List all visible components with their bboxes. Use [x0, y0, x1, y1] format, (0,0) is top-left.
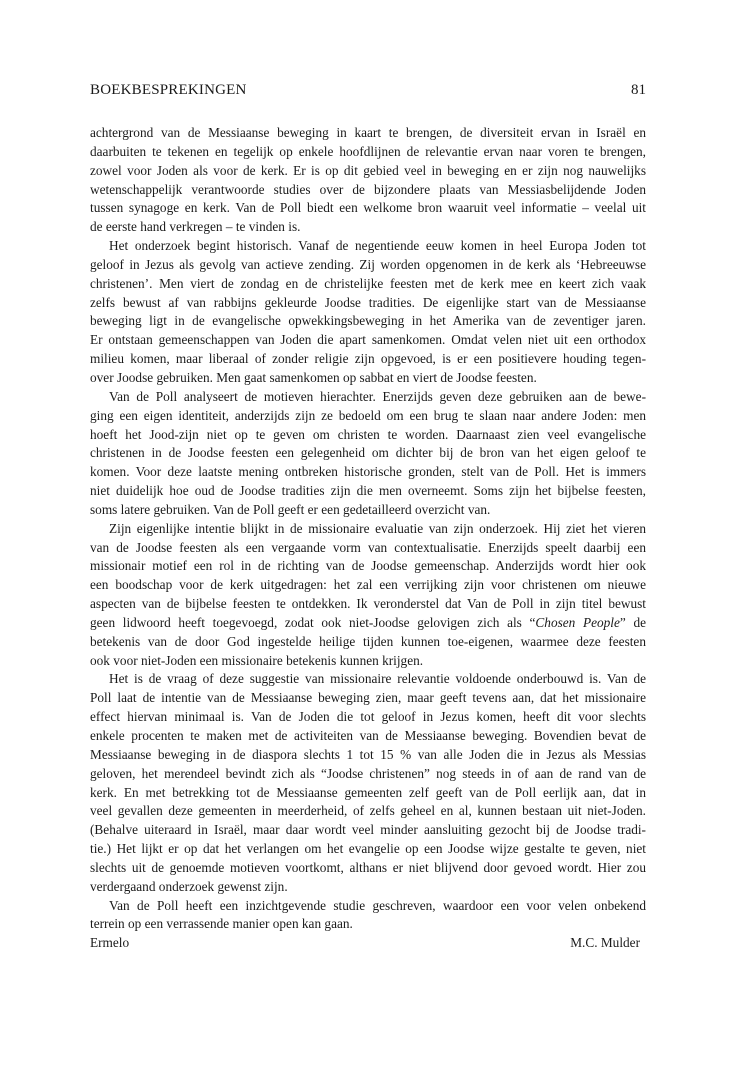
paragraph	[90, 520, 646, 671]
page-number: 81	[631, 82, 646, 98]
text-line: verdergaand onderzoek gewenst zijn.	[90, 878, 288, 894]
text-line: Poll laat de intentie van de Messiaanse beweging zien, maar geeft tevens aan, dat het missionaire	[90, 690, 646, 706]
text-line: niet duidelijk hoe oud de Joodse tradities zijn die men overneemt. Soms zijn het bijbelse feesten,	[90, 483, 646, 499]
text-run: ” de	[619, 614, 646, 630]
text-line: betekenis van de door God ingestelde heilige tijden kunnen toe-eigenen, waarmee deze feesten	[90, 633, 646, 649]
text-line: christenen’. Men viert de zondag en de christelijke feesten met de kerk mee en keert zich vaak	[90, 275, 646, 291]
text-line: over Joodse gebruiken. Men gaat samenkomen op sabbat en viert de Joodse feesten.	[90, 369, 537, 385]
text-line: Het is de vraag of deze suggestie van missionaire relevantie voldoende onderbouwd is. Van de	[109, 671, 646, 687]
text-line: ook voor niet-Joden een missionaire betekenis kunnen krijgen.	[90, 652, 424, 668]
text-line: kerk. En met betrekking tot de Messiaanse gemeenten zelf geeft van de Poll eerlijk aan, dat in	[90, 784, 646, 800]
italic-title: Chosen People	[535, 614, 620, 630]
text-line: missionair motief een rol in de richting van de Joodse gemeenschap. Anderzijds wordt hier ook	[90, 558, 646, 574]
text-line: geloven, het merendeel bevindt zich als “Joodse christenen” nog steeds in of aan de rand van de	[90, 765, 646, 781]
text-line: komen. Voor deze laatste mening ontbreken historische gronden, stelt van de Poll. Het is immers	[90, 464, 646, 480]
text-line: soms latere gebruiken. Van de Poll geeft er een gedetailleerd overzicht van.	[90, 501, 491, 517]
text-line: Van de Poll analyseert de motieven hierachter. Enerzijds geven deze gebruiken aan de bewe-	[109, 388, 646, 404]
text-line: aspecten van de bijbelse feesten te ontdekken. Ik veronderstel dat Van de Poll in zijn titel bewust	[90, 596, 646, 612]
text-line: effect hiervan minimaal is. Van de Joden die tot geloof in Jezus komen, heeft dit voor slechts	[90, 709, 646, 725]
text-line-with-italic	[90, 614, 646, 633]
signature-author: M.C. Mulder	[570, 935, 640, 951]
text-line: tussen synagoge en kerk. Van de Poll biedt een welkome bron waaruit veel informatie – veelal uit	[90, 200, 646, 216]
running-header	[90, 80, 646, 100]
text-line: zelfs bewust af van rabbijns gekleurde Joodse tradities. De eigenlijke start van de Messiaanse	[90, 294, 646, 310]
text-line: (Behalve uiteraard in Israël, maar daar wordt veel minder aansluiting gezocht bij de Joodse tradi-	[90, 822, 646, 838]
text-line: beweging ligt in de evangelische opwekkingsbeweging in het Amerika van de zeventiger jaren.	[90, 313, 646, 329]
text-line: tie.) Het lijkt er op dat het verlangen om het evangelie op een Joodse wijze gestalte te geven, niet	[90, 841, 646, 857]
paragraph	[90, 124, 646, 237]
text-line: christenen in de Joodse feesten een gelegenheid om dichter bij de bron van het eigen geloof te	[90, 445, 646, 461]
text-line: veel gevallen deze gemeenten in meerderheid, of zelfs geheel en al, kunnen bestaan uit niet-Joden.	[90, 803, 646, 819]
text-line: de eerste hand verkregen – te vinden is.	[90, 219, 301, 235]
paragraph	[90, 897, 646, 935]
text-line: een boodschap voor de kerk uitgedragen: het zal een verrijking zijn voor christenen om nieuwe	[90, 577, 646, 593]
paragraph	[90, 388, 646, 520]
text-line: slechts uit de genoemde motieven voortkomt, althans er niet blijvend door gevoed wordt. Hier zou	[90, 859, 646, 875]
text-run: geen lidwoord heeft toegevoegd, zodat ook niet-Joodse gelovigen zich als “	[90, 614, 536, 630]
text-line: daarbuiten te tekenen en tegelijk op enkele hoofdlijnen de relevantie ervan naar voren te brengen,	[90, 143, 646, 159]
text-line: ging een eigen identiteit, anderzijds zijn ze bedoeld om een brug te slaan naar andere Joden: men	[90, 407, 646, 423]
text-line: Er ontstaan gemeenschappen van Joden die apart samenkomen. Omdat velen niet uit een orthodox	[90, 332, 646, 348]
text-line: Messiaanse beweging in de diaspora slechts 1 tot 15 % van alle Joden die in Jezus als Messias	[90, 746, 646, 762]
text-line: hoeft het Jood-zijn niet op te geven om christen te worden. Daarnaast zien veel evangelische	[90, 426, 646, 442]
paragraph	[90, 670, 646, 896]
text-line: zowel voor Joden als voor de kerk. Er is op dit gebied veel in beweging en er zijn nog nauwelijks	[90, 162, 646, 178]
paragraph	[90, 237, 646, 388]
text-line: terrein op een verrassende manier open kan gaan.	[90, 916, 353, 932]
signature	[90, 934, 646, 953]
text-line: milieu komen, maar liberaal of zonder religie zijn opgevoed, is er een positievere houding tegen-	[90, 351, 646, 367]
text-line: geloof in Jezus als gevolg van actieve zending. Zij worden opgenomen in de kerk als ‘Hebreeuwse	[90, 256, 646, 272]
text-line: Van de Poll heeft een inzichtgevende studie geschreven, waardoor een voor velen onbekend	[109, 897, 646, 913]
signature-place: Ermelo	[90, 935, 130, 951]
text-line: Zijn eigenlijke intentie blijkt in de missionaire evaluatie van zijn onderzoek. Hij ziet het vieren	[109, 520, 646, 536]
text-line: enkele procenten te maken met de activiteiten van de Messiaanse beweging. Bovendien bevat de	[90, 728, 646, 743]
text-line: achtergrond van de Messiaanse beweging in kaart te brengen, de diversiteit ervan in Israël en	[90, 125, 646, 140]
review-text	[90, 124, 646, 953]
text-line: wetenschappelijk verantwoorde studies over de bijzondere plaats van Messiasbelijdende Joden	[90, 181, 646, 197]
text-line: Het onderzoek begint historisch. Vanaf de negentiende eeuw komen in heel Europa Joden tot	[109, 238, 646, 254]
running-title: BOEKBESPREKINGEN	[90, 82, 247, 98]
text-line: van de Joodse feesten als een vergaande vorm van contextualisatie. Enerzijds speelt daarbij een	[90, 539, 646, 555]
